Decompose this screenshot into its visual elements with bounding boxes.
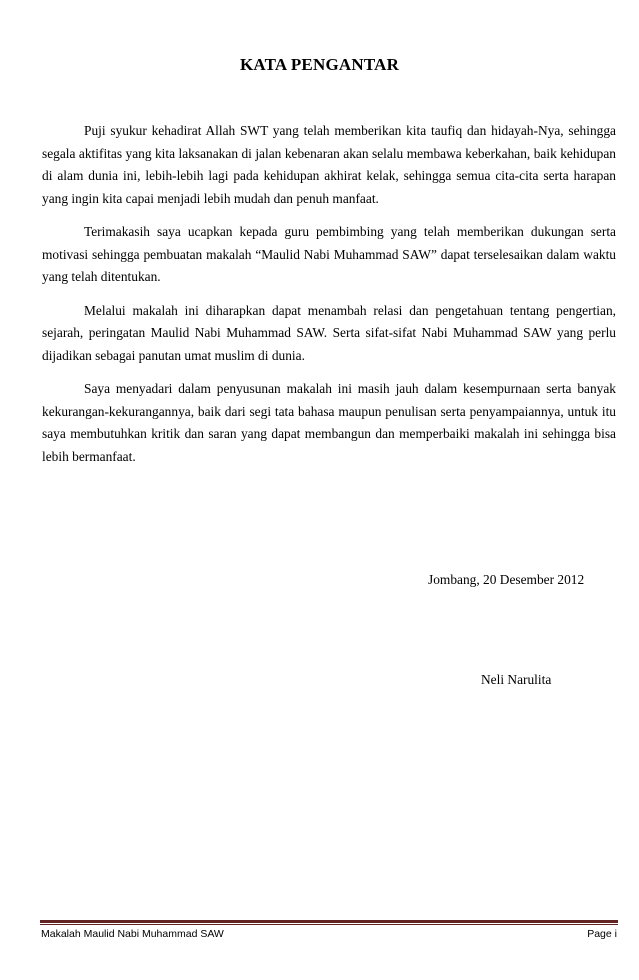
place-date: Jombang, 20 Desember 2012 (428, 572, 585, 587)
paragraph-4: Saya menyadari dalam penyusunan makalah ini masih jauh dalam kesempurnaan serta banyak kekurangan-kekurangannya, baik dari segi tata bahasa maupun penulisan serta penyampaiannya, untuk itu saya membutuhkan kritik dan saran yang dapat membangun dan memperbaiki makalah ini sehingga bisa lebih bermanfaat. (42, 381, 616, 464)
footer-rule-thin (40, 924, 618, 925)
footer-page-number: Page i (587, 928, 617, 940)
paragraph-3: Melalui makalah ini diharapkan dapat menambah relasi dan pengetahuan tentang pengertian, sejarah, peringatan Maulid Nabi Muhammad SAW. Serta sifat-sifat Nabi Muhammad SAW yang perlu dijadikan sebagai panutan umat muslim di dunia. (42, 302, 616, 363)
paragraph-2: Terimakasih saya ucapkan kepada guru pembimbing yang telah memberikan dukungan serta motivasi sehingga pembuatan makalah “Maulid Nabi Muhammad SAW” dapat terselesaikan dalam waktu yang telah ditentukan. (42, 224, 616, 284)
signer-name: Neli Narulita (481, 672, 552, 687)
paragraph-1: Puji syukur kehadirat Allah SWT yang telah memberikan kita taufiq dan hidayah-Nya, sehingga segala aktifitas yang kita laksanakan di jalan kebenaran akan selalu membawa keberkahan, baik kehidupan di alam dunia ini, lebih-lebih lagi pada kehidupan akhirat kelak, sehingga semua cita-cita serta harapan yang ingin kita capai menjadi lebih mudah dan penuh manfaat. (42, 123, 616, 206)
footer-rule-thick (40, 920, 618, 923)
page-title: KATA PENGANTAR (239, 55, 400, 74)
body-text (42, 120, 616, 479)
footer-document-title: Makalah Maulid Nabi Muhammad SAW (41, 928, 224, 940)
